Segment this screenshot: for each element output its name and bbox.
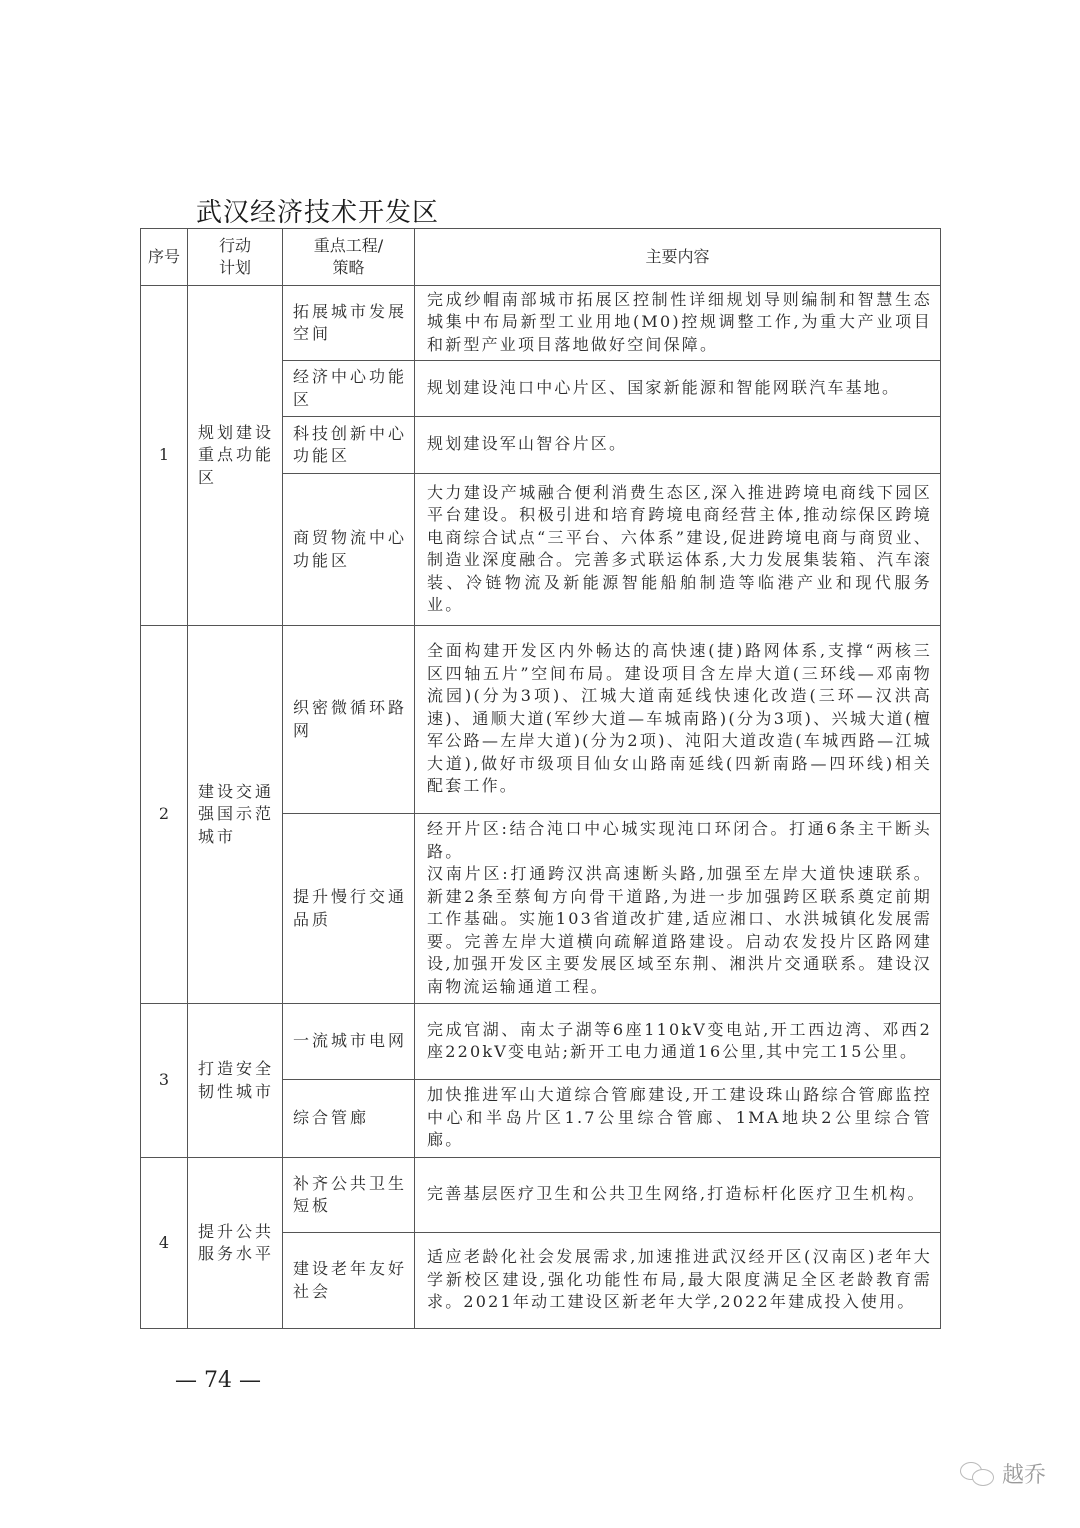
content-cell: 适应老龄化社会发展需求,加速推进武汉经开区(汉南区)老年大学新校区建设,强化功能性布局,最大限度满足全区老龄教育需求。2021年动工建设区新老年大学,2022年建成投入使用。 [415, 1233, 941, 1329]
table-header-row [141, 229, 941, 286]
header-plan: 行动计划 [188, 229, 283, 286]
content-cell: 规划建设沌口中心片区、国家新能源和智能网联汽车基地。 [415, 361, 941, 417]
content-line: 汉南片区:打通跨汉洪高速断头路,加强至左岸大道快速联系。新建2条至蔡甸方向骨干道路,为进一步加强跨区联系奠定前期工作基础。实施103省道改扩建,适应湘口、水洪城镇化发展需要。完善左岸大道横向疏解道路建设。启动农发投片区路网建设,加强开发区主要发展区域至东荆、湘洪片交通联系。建设汉南物流运输通道工程。 [427, 864, 932, 996]
project-cell: 织密微循环路网 [283, 626, 415, 814]
project-cell: 建设老年友好社会 [283, 1233, 415, 1329]
header-seq: 序号 [141, 229, 188, 286]
content-cell: 完成官湖、南太子湖等6座110kV变电站,开工西边湾、邓西2座220kV变电站;新开工电力通道16公里,其中完工15公里。 [415, 1004, 941, 1080]
plan-cell: 提升公共服务水平 [188, 1158, 283, 1329]
project-cell: 经济中心功能区 [283, 361, 415, 417]
page-title: 武汉经济技术开发区 [196, 198, 440, 228]
content-cell: 规划建设军山智谷片区。 [415, 417, 941, 474]
project-cell: 科技创新中心功能区 [283, 417, 415, 474]
header-project: 重点工程/策略 [283, 229, 415, 286]
project-cell: 商贸物流中心功能区 [283, 474, 415, 626]
content-cell: 大力建设产城融合便利消费生态区,深入推进跨境电商线下园区平台建设。积极引进和培育跨境电商经营主体,推动综保区跨境电商综合试点“三平台、六体系”建设,促进跨境电商与商贸业、制造业深度融合。完善多式联运体系,大力发展集装箱、汽车滚装、冷链物流及新能源智能船舶制造等临港产业和现代服务业。 [415, 474, 941, 626]
watermark-text: 越乔 [1002, 1463, 1047, 1488]
table-row [141, 1004, 941, 1080]
project-cell: 拓展城市发展空间 [283, 286, 415, 361]
plan-cell: 建设交通强国示范城市 [188, 626, 283, 1004]
project-cell: 提升慢行交通品质 [283, 814, 415, 1004]
table-row [141, 626, 941, 814]
header-content: 主要内容 [415, 229, 941, 286]
plan-cell: 打造安全韧性城市 [188, 1004, 283, 1158]
table-row [141, 286, 941, 361]
wechat-icon [960, 1462, 994, 1486]
project-cell: 补齐公共卫生短板 [283, 1158, 415, 1233]
seq-cell: 4 [141, 1158, 188, 1329]
watermark [960, 1458, 1046, 1489]
content-line: 经开片区:结合沌口中心城实现沌口环闭合。打通6条主干断头路。 [427, 819, 932, 861]
seq-cell: 1 [141, 286, 188, 626]
project-cell: 一流城市电网 [283, 1004, 415, 1080]
content-cell: 全面构建开发区内外畅达的高快速(捷)路网体系,支撑“两核三区四轴五片”空间布局。建设项目含左岸大道(三环线—邓南物流园)(分为3项)、江城大道南延线快速化改造(三环—汉洪高速)、通顺大道(军纱大道—车城南路)(分为3项)、兴城大道(檀军公路—左岸大道)(分为2项)、沌阳大道改造(车城西路—江城大道),做好市级项目仙女山路南延线(四新南路—四环线)相关配套工作。 [415, 626, 941, 814]
seq-cell: 3 [141, 1004, 188, 1158]
project-cell: 综合管廊 [283, 1080, 415, 1158]
content-cell: 完善基层医疗卫生和公共卫生网络,打造标杆化医疗卫生机构。 [415, 1158, 941, 1233]
content-cell: 完成纱帽南部城市拓展区控制性详细规划导则编制和智慧生态城集中布局新型工业用地(M0)控规调整工作,为重大产业项目和新型产业项目落地做好空间保障。 [415, 286, 941, 361]
content-cell: 加快推进军山大道综合管廊建设,开工建设珠山路综合管廊监控中心和半岛片区1.7公里综合管廊、1MA地块2公里综合管廊。 [415, 1080, 941, 1158]
seq-cell: 2 [141, 626, 188, 1004]
plan-cell: 规划建设重点功能区 [188, 286, 283, 626]
page-number: — 74 — [175, 1368, 261, 1393]
table-row [141, 1158, 941, 1233]
content-cell [415, 814, 941, 1004]
plan-table [140, 228, 941, 1329]
